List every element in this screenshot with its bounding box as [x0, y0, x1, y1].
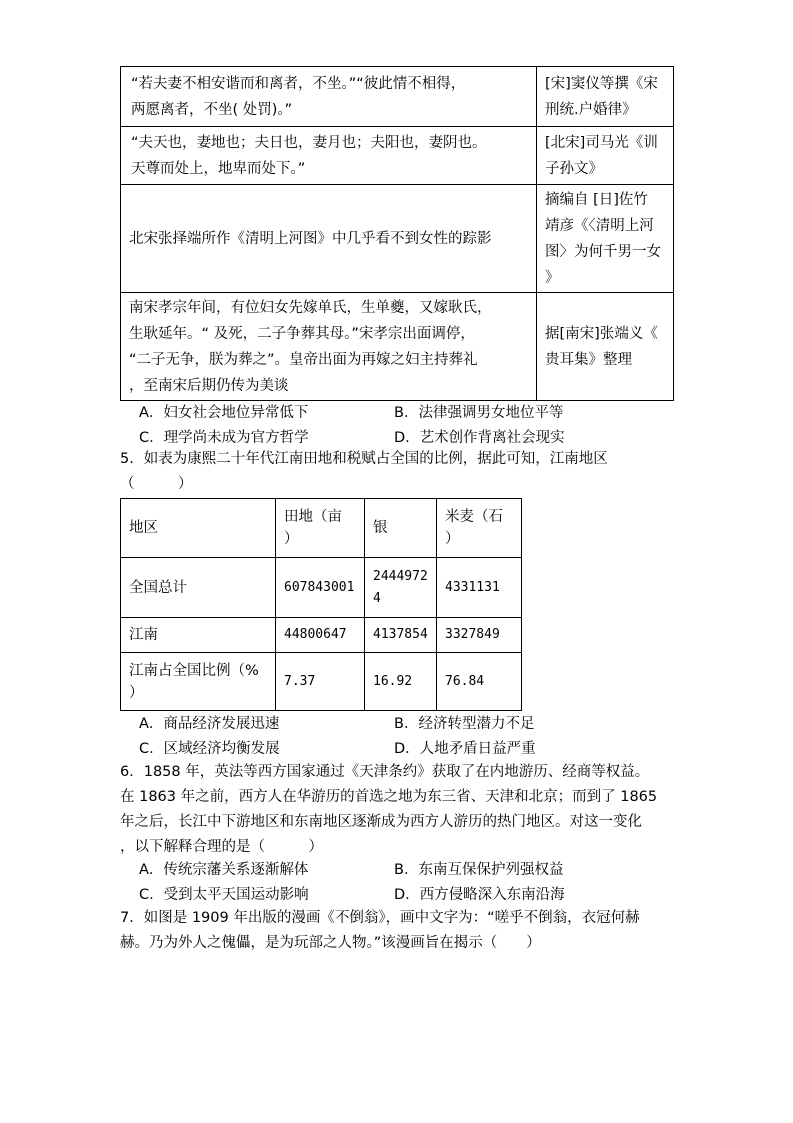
- cell-line: 两愿离者，不坐( 处罚)。”: [131, 101, 293, 118]
- table-row: [121, 67, 674, 127]
- value-cell: [437, 653, 522, 711]
- source-cell: [537, 293, 674, 401]
- value-cell: [365, 618, 437, 653]
- cell-line: 图〉为何千男一女: [545, 243, 661, 260]
- q7-stem-line: 赫。乃为外人之傀儡，是为玩部之人物。”该漫画旨在揭示（ ）: [120, 935, 541, 951]
- cell-line: 7.37: [284, 673, 316, 689]
- q4-option-a[interactable]: A．妇女社会地位异常低下: [139, 405, 309, 421]
- cell-line: 生耿延年。“ 及死，二子争葬其母。”宋孝宗出面调停，: [129, 325, 475, 342]
- source-cell: [537, 185, 674, 293]
- cell-line: 据[南宋]张端义《: [545, 325, 658, 342]
- cell-line: ）: [129, 684, 144, 701]
- q5-table: [120, 498, 522, 711]
- value-cell: [276, 618, 365, 653]
- cell-line: 76.84: [445, 673, 485, 689]
- value-cell: [276, 653, 365, 711]
- q5-option-d[interactable]: D．人地矛盾日益严重: [394, 741, 536, 757]
- cell-line: 南宋孝宗年间，有位妇女先嫁单氏，生单夔，又嫁耿氏，: [129, 299, 492, 316]
- cell-line: 全国总计: [129, 579, 187, 596]
- cell-line: 3327849: [445, 627, 500, 642]
- q6-stem-line: 6．1858 年，英法等西方国家通过《天津条约》获取了在内地游历、经商等权益。: [120, 764, 650, 780]
- q4-option-c[interactable]: C．理学尚未成为官方哲学: [139, 430, 309, 446]
- cell-line: ）: [284, 531, 299, 547]
- q4-option-d[interactable]: D．艺术创作背离社会现实: [394, 430, 565, 446]
- table-row: [121, 558, 522, 618]
- cell-line: 44800647: [284, 627, 347, 642]
- q6-option-b[interactable]: B．东南互保保护列强权益: [394, 862, 564, 878]
- q5-stem: 5．如表为康熙二十年代江南田地和税赋占全国的比例，据此可知，江南地区: [120, 451, 608, 467]
- table-row: [121, 293, 674, 401]
- cell-line: ，至南宋后期仍传为美谈: [129, 377, 289, 394]
- q6-stem-line: 年之后，长江中下游地区和东南地区逐渐成为西方人游历的热门地区。对这一变化: [120, 814, 642, 830]
- cell-line: 江南占全国比例（%: [129, 662, 259, 679]
- region-cell: [121, 618, 276, 653]
- cell-line: 江南: [129, 627, 158, 643]
- header-cell: [121, 499, 276, 558]
- q6-option-d[interactable]: D．西方侵略深入东南沿海: [394, 887, 565, 903]
- cell-line: 607843001: [284, 579, 355, 595]
- q6-option-c[interactable]: C．受到太平天国运动影响: [139, 887, 309, 903]
- cell-line: 子孙文》: [545, 160, 603, 177]
- header-cell: [276, 499, 365, 558]
- cell-line: 4137854: [373, 627, 428, 642]
- cell-line: 》: [545, 269, 560, 286]
- q7-stem-line: 7．如图是 1909 年出版的漫画《不倒翁》，画中文字为：“嗟乎不倒翁，衣冠何赫: [120, 910, 640, 926]
- table-row: [121, 127, 674, 185]
- cell-line: 米麦（石: [445, 509, 503, 525]
- value-cell: [276, 558, 365, 618]
- cell-line: 田地（亩: [284, 509, 342, 525]
- header-cell: [437, 499, 522, 558]
- q4-option-b[interactable]: B．法律强调男女地位平等: [394, 405, 564, 421]
- cell-line: 2444972: [373, 568, 428, 584]
- quote-cell: [121, 127, 537, 185]
- table-row: [121, 618, 522, 653]
- q6-stem-line: 在 1863 年之前，西方人在华游历的首选之地为东三省、天津和北京；而到了 1865: [120, 789, 658, 805]
- cell-line: 贵耳集》整理: [545, 351, 632, 368]
- cell-line: 4: [373, 590, 381, 606]
- quote-cell: [121, 293, 537, 401]
- q6-option-a[interactable]: A．传统宗藩关系逐渐解体: [139, 862, 309, 878]
- table-row: [121, 185, 674, 293]
- cell-line: 地区: [129, 520, 158, 536]
- q6-stem-line: ，以下解释合理的是（ ）: [120, 839, 323, 855]
- q5-option-a[interactable]: A．商品经济发展迅速: [139, 716, 280, 732]
- cell-line: 北宋张择端所作《清明上河图》中几乎看不到女性的踪影: [129, 230, 492, 247]
- cell-line: ）: [445, 531, 460, 547]
- cell-line: [宋]窦仪等撰《宋: [545, 75, 658, 92]
- cell-line: “二子无争，朕为葬之”。皇帝出面为再嫁之妇主持葬礼: [129, 351, 478, 368]
- source-cell: [537, 127, 674, 185]
- q5-answer-blank: （ ）: [120, 476, 193, 492]
- table-row: [121, 499, 522, 558]
- cell-line: 刑统.户婚律》: [545, 101, 637, 118]
- region-cell: [121, 558, 276, 618]
- value-cell: [365, 653, 437, 711]
- q5-option-b[interactable]: B．经济转型潜力不足: [394, 716, 535, 732]
- value-cell: [437, 618, 522, 653]
- quote-cell: [121, 67, 537, 127]
- source-cell: [537, 67, 674, 127]
- cell-line: 4331131: [445, 579, 500, 595]
- table-row: [121, 653, 522, 711]
- q4-table: [120, 66, 674, 401]
- cell-line: 16.92: [373, 673, 413, 689]
- cell-line: 摘编自 [日]佐竹: [545, 191, 648, 208]
- cell-line: “夫天也，妻地也；夫日也，妻月也；夫阳也，妻阴也。: [131, 134, 487, 151]
- value-cell: [365, 558, 437, 618]
- cell-line: 天尊而处上，地卑而处下。”: [131, 160, 306, 177]
- cell-line: [北宋]司马光《训: [545, 134, 658, 151]
- region-cell: [121, 653, 276, 711]
- value-cell: [437, 558, 522, 618]
- quote-cell: [121, 185, 537, 293]
- header-cell: [365, 499, 437, 558]
- cell-line: 靖彦《〈清明上河: [545, 217, 654, 234]
- cell-line: “若夫妻不相安谐而和离者，不坐。”“彼此情不相得，: [131, 75, 466, 92]
- q5-option-c[interactable]: C．区域经济均衡发展: [139, 741, 280, 757]
- cell-line: 银: [373, 520, 388, 536]
